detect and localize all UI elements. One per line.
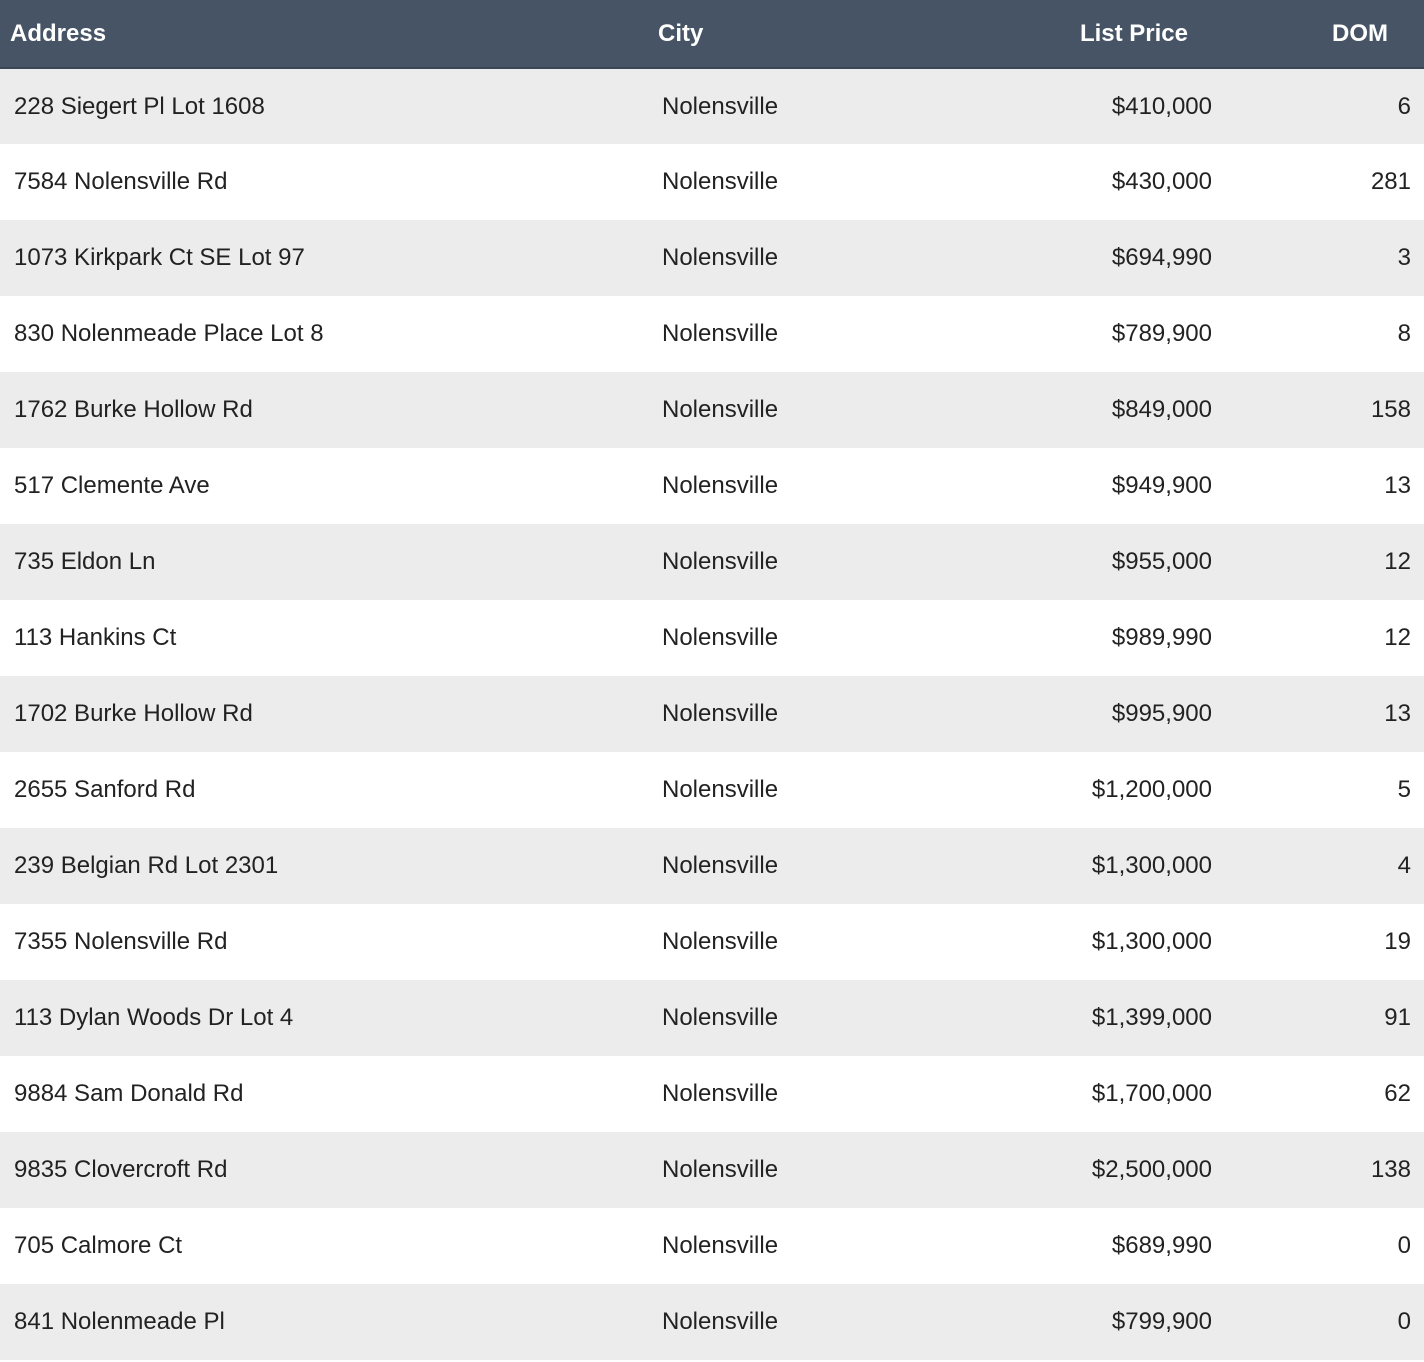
- table-header: [0, 0, 1424, 68]
- cell-dom: 13: [1384, 700, 1411, 727]
- cell-address: 9835 Clovercroft Rd: [14, 1156, 228, 1183]
- cell-address: 2655 Sanford Rd: [14, 776, 196, 803]
- cell-dom: 19: [1384, 928, 1411, 955]
- cell-dom: 3: [1397, 244, 1411, 271]
- cell-address: 1702 Burke Hollow Rd: [14, 700, 253, 727]
- cell-dom: 6: [1397, 92, 1411, 120]
- cell-address: 239 Belgian Rd Lot 2301: [14, 852, 279, 879]
- cell-dom: 13: [1384, 472, 1411, 499]
- cell-dom: 8: [1397, 320, 1411, 347]
- cell-city: Nolensville: [662, 472, 779, 499]
- cell-city: Nolensville: [662, 776, 779, 803]
- cell-address: 7584 Nolensville Rd: [14, 168, 228, 195]
- cell-city: Nolensville: [662, 1156, 779, 1183]
- cell-dom: 0: [1397, 1232, 1411, 1259]
- table-body: [0, 68, 1424, 1360]
- cell-dom: 12: [1384, 624, 1411, 651]
- cell-address: 7355 Nolensville Rd: [14, 928, 228, 955]
- table-row[interactable]: [0, 980, 1424, 1056]
- cell-list-price: $430,000: [1111, 168, 1212, 195]
- cell-list-price: $1,200,000: [1091, 776, 1212, 803]
- cell-list-price: $2,500,000: [1091, 1156, 1212, 1183]
- cell-dom: 12: [1384, 548, 1411, 575]
- cell-dom: 138: [1370, 1156, 1411, 1183]
- cell-dom: 4: [1397, 852, 1411, 879]
- table-row[interactable]: [0, 1132, 1424, 1208]
- cell-city: Nolensville: [662, 244, 779, 271]
- cell-city: Nolensville: [662, 624, 779, 651]
- cell-dom: 91: [1384, 1004, 1411, 1031]
- cell-address: 1762 Burke Hollow Rd: [14, 396, 253, 423]
- cell-dom: 62: [1384, 1080, 1411, 1107]
- table-row[interactable]: [0, 448, 1424, 524]
- cell-list-price: $949,900: [1111, 472, 1212, 499]
- cell-list-price: $799,900: [1111, 1308, 1212, 1335]
- cell-list-price: $1,399,000: [1091, 1004, 1212, 1031]
- cell-list-price: $689,990: [1111, 1232, 1212, 1259]
- cell-city: Nolensville: [662, 396, 779, 423]
- cell-list-price: $1,300,000: [1091, 928, 1212, 955]
- column-header-dom[interactable]: DOM: [1212, 0, 1424, 68]
- header-row: [0, 0, 1424, 68]
- cell-city: Nolensville: [662, 1004, 779, 1031]
- table-row[interactable]: [0, 676, 1424, 752]
- table-row[interactable]: [0, 68, 1424, 144]
- table-row[interactable]: [0, 372, 1424, 448]
- cell-address: 517 Clemente Ave: [14, 472, 210, 499]
- cell-list-price: $955,000: [1111, 548, 1212, 575]
- cell-address: 830 Nolenmeade Place Lot 8: [14, 320, 324, 347]
- table-row[interactable]: [0, 828, 1424, 904]
- table-row[interactable]: [0, 904, 1424, 980]
- cell-list-price: $849,000: [1111, 396, 1212, 423]
- cell-list-price: $1,700,000: [1091, 1080, 1212, 1107]
- cell-list-price: $989,990: [1111, 624, 1212, 651]
- cell-city: Nolensville: [662, 1308, 779, 1335]
- cell-list-price: $410,000: [1111, 92, 1212, 120]
- cell-list-price: $1,300,000: [1091, 852, 1212, 879]
- table-row[interactable]: [0, 1284, 1424, 1360]
- cell-list-price: $789,900: [1111, 320, 1212, 347]
- cell-city: Nolensville: [662, 852, 779, 879]
- cell-address: 113 Hankins Ct: [14, 624, 177, 651]
- table-row[interactable]: [0, 296, 1424, 372]
- column-header-list-price[interactable]: List Price: [1054, 0, 1212, 68]
- table-row[interactable]: [0, 1208, 1424, 1284]
- cell-address: 1073 Kirkpark Ct SE Lot 97: [14, 244, 305, 271]
- table-row[interactable]: [0, 220, 1424, 296]
- cell-dom: 281: [1370, 168, 1411, 195]
- cell-list-price: $995,900: [1111, 700, 1212, 727]
- table-row[interactable]: [0, 752, 1424, 828]
- column-header-address[interactable]: Address: [0, 0, 654, 68]
- cell-city: Nolensville: [662, 1080, 779, 1107]
- cell-address: 228 Siegert Pl Lot 1608: [14, 92, 265, 120]
- cell-city: Nolensville: [662, 1232, 779, 1259]
- cell-dom: 0: [1397, 1308, 1411, 1335]
- cell-city: Nolensville: [662, 168, 779, 195]
- cell-address: 113 Dylan Woods Dr Lot 4: [14, 1004, 294, 1031]
- cell-city: Nolensville: [662, 320, 779, 347]
- cell-city: Nolensville: [662, 700, 779, 727]
- cell-dom: 158: [1370, 396, 1411, 423]
- cell-dom: 5: [1397, 776, 1411, 803]
- table-row[interactable]: [0, 144, 1424, 220]
- table-row[interactable]: [0, 600, 1424, 676]
- cell-list-price: $694,990: [1111, 244, 1212, 271]
- cell-city: Nolensville: [662, 92, 779, 120]
- cell-address: 735 Eldon Ln: [14, 548, 156, 575]
- column-header-city[interactable]: City: [654, 0, 1054, 68]
- cell-city: Nolensville: [662, 548, 779, 575]
- cell-address: 841 Nolenmeade Pl: [14, 1308, 225, 1335]
- cell-city: Nolensville: [662, 928, 779, 955]
- cell-address: 9884 Sam Donald Rd: [14, 1080, 244, 1107]
- cell-address: 705 Calmore Ct: [14, 1232, 183, 1259]
- table-row[interactable]: [0, 524, 1424, 600]
- table-row[interactable]: [0, 1056, 1424, 1132]
